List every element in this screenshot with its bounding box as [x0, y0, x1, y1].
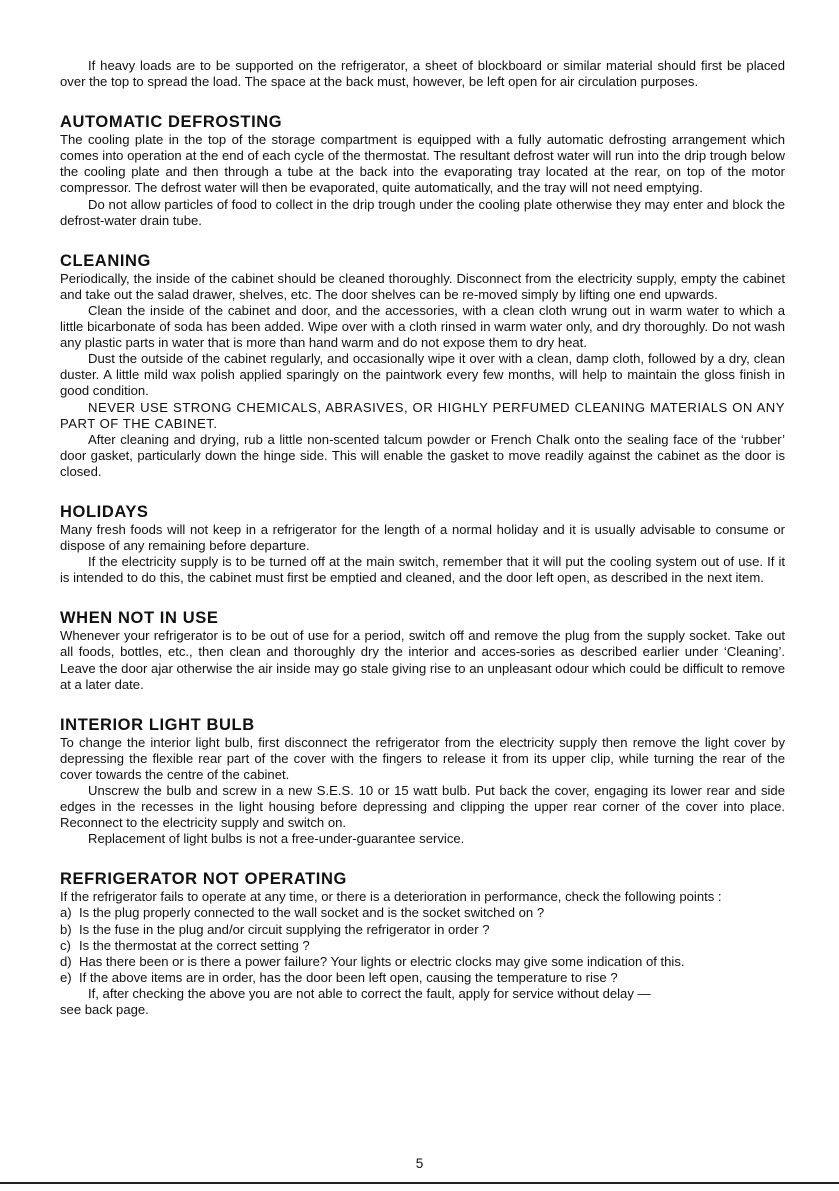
holidays-paragraph-1: Many fresh foods will not keep in a refrigerator for the length of a normal holiday and it is usually advisable to consume or dispose of any remaining before departure.: [60, 521, 785, 554]
cleaning-heading: CLEANING: [60, 251, 151, 270]
holidays-paragraph-2: If the electricity supply is to be turned off at the main switch, remember that it will put the cooling system out of use. If it is intended to do this, the cabinet must first be emptied and cleaned, and the door left open, as described in the next item.: [60, 554, 785, 586]
light-bulb-section: [60, 715, 785, 848]
not-operating-section: [60, 869, 785, 1018]
not-in-use-heading: WHEN NOT IN USE: [60, 609, 219, 628]
not-in-use-paragraph: Whenever your refrigerator is to be out of use for a period, switch off and remove the plug from the supply socket. Take out all foods, bottles, etc., then clean and thoroughly dry the interior and acces-sories as described earlier under ‘Cleaning’. Leave the door ajar otherwise the air inside may go stale giving rise to an unpleasant odour which could be difficult to remove at a later date.: [60, 628, 785, 692]
checklist: [60, 905, 785, 985]
intro-paragraph: If heavy loads are to be supported on the refrigerator, a sheet of blockboard or similar material should first be placed over the top to spread the load. The space at the back must, however, be left open for air circulation purposes.: [60, 58, 785, 90]
holidays-section: [60, 502, 785, 586]
cleaning-paragraph-3: Dust the outside of the cabinet regularly, and occasionally wipe it over with a clean, damp cloth, followed by a dry, clean duster. A little mild wax polish applied sparingly on the paintwork every few months, will help to maintain the gloss finish in good condition.: [60, 351, 785, 399]
back-page-reference: see back page.: [60, 1002, 149, 1018]
light-bulb-paragraph-3: Replacement of light bulbs is not a free-under-guarantee service.: [88, 831, 465, 847]
intro-section: [60, 58, 785, 90]
not-in-use-section: [60, 608, 785, 692]
defrost-paragraph-1: The cooling plate in the top of the storage compartment is equipped with a fully automatic defrosting arrangement which comes into operation at the end of each cycle of the thermostat. The resultant defrost water will run into the drip trough below the cooling plate and then through a tube at the back into the evaporating tray located at the rear, on top of the motor compressor. The defrost water will then be evaporated, quite automatically, and the tray will not need emptying.: [60, 132, 785, 196]
checklist-text: Is the fuse in the plug and/or circuit supplying the refrigerator in order ?: [79, 921, 490, 937]
cleaning-warning: NEVER USE STRONG CHEMICALS, ABRASIVES, OR HIGHLY PERFUMED CLEANING MATERIALS ON ANY PART OF THE CABINET.: [60, 399, 785, 431]
checklist-mark: a): [60, 905, 72, 921]
cleaning-paragraph-2: Clean the inside of the cabinet and door, and the accessories, with a clean cloth wrung out in warm water to which a little bicarbonate of soda has been added. Wipe over with a cloth rinsed in warm water only, and dry thoroughly. Do not wash any plastic parts in water that is more than hand warm and do not expose them to dry heat.: [60, 302, 785, 351]
not-operating-paragraph-2: If, after checking the above you are not able to correct the fault, apply for service without delay —: [88, 985, 651, 1001]
checklist-text: Is the thermostat at the correct setting ?: [79, 937, 310, 953]
light-bulb-paragraph-2: Unscrew the bulb and screw in a new S.E.S. 10 or 15 watt bulb. Put back the cover, engaging its lower rear and side edges in the recesses in the light housing before depressing and clipping the upper rear corner of the cover into place. Reconnect to the electricity supply and switch on.: [60, 783, 785, 831]
checklist-text: Has there been or is there a power failure? Your lights or electric clocks may give some indication of this.: [79, 953, 685, 969]
cleaning-paragraph-1: Periodically, the inside of the cabinet should be cleaned thoroughly. Disconnect from the electricity supply, empty the cabinet and take out the salad drawer, shelves, etc. The door shelves can be re-moved simply by lifting one end upwards.: [60, 270, 785, 302]
checklist-mark: e): [60, 969, 72, 985]
not-operating-heading: REFRIGERATOR NOT OPERATING: [60, 870, 347, 889]
page-number: 5: [415, 1156, 424, 1171]
checklist-text: If the above items are in order, has the door been left open, causing the temperature to rise ?: [79, 969, 618, 985]
checklist-item: [60, 922, 785, 938]
checklist-item: [60, 954, 785, 970]
checklist-mark: d): [60, 953, 72, 969]
defrost-section: [60, 112, 785, 229]
defrost-paragraph-2: Do not allow particles of food to collect in the drip trough under the cooling plate otherwise they may enter and block the defrost-water drain tube.: [60, 196, 785, 228]
cleaning-paragraph-5: After cleaning and drying, rub a little non-scented talcum powder or French Chalk onto the sealing face of the ‘rubber’ door gasket, particularly down the hinge side. This will enable the gasket to move readily against the cabinet as the door is closed.: [60, 431, 785, 479]
cleaning-section: [60, 251, 785, 480]
checklist-mark: b): [60, 921, 72, 937]
light-bulb-heading: INTERIOR LIGHT BULB: [60, 715, 255, 734]
checklist-text: Is the plug properly connected to the wall socket and is the socket switched on ?: [79, 905, 545, 921]
defrost-heading: AUTOMATIC DEFROSTING: [60, 113, 283, 132]
checklist-mark: c): [60, 937, 71, 953]
holidays-heading: HOLIDAYS: [60, 502, 149, 521]
light-bulb-paragraph-1: To change the interior light bulb, first disconnect the refrigerator from the electricity supply then remove the light cover by depressing the flexible rear part of the cover with the fingers to release it from its upper clip, while turning the rear of the cover towards the centre of the cabinet.: [60, 734, 785, 782]
manual-page: [60, 58, 785, 1018]
checklist-item: [60, 970, 785, 986]
checklist-item: [60, 938, 785, 954]
not-operating-paragraph-1: If the refrigerator fails to operate at any time, or there is a deterioration in performance, check the following points :: [60, 889, 722, 905]
checklist-item: [60, 905, 785, 921]
bottom-rule: [0, 1182, 839, 1184]
